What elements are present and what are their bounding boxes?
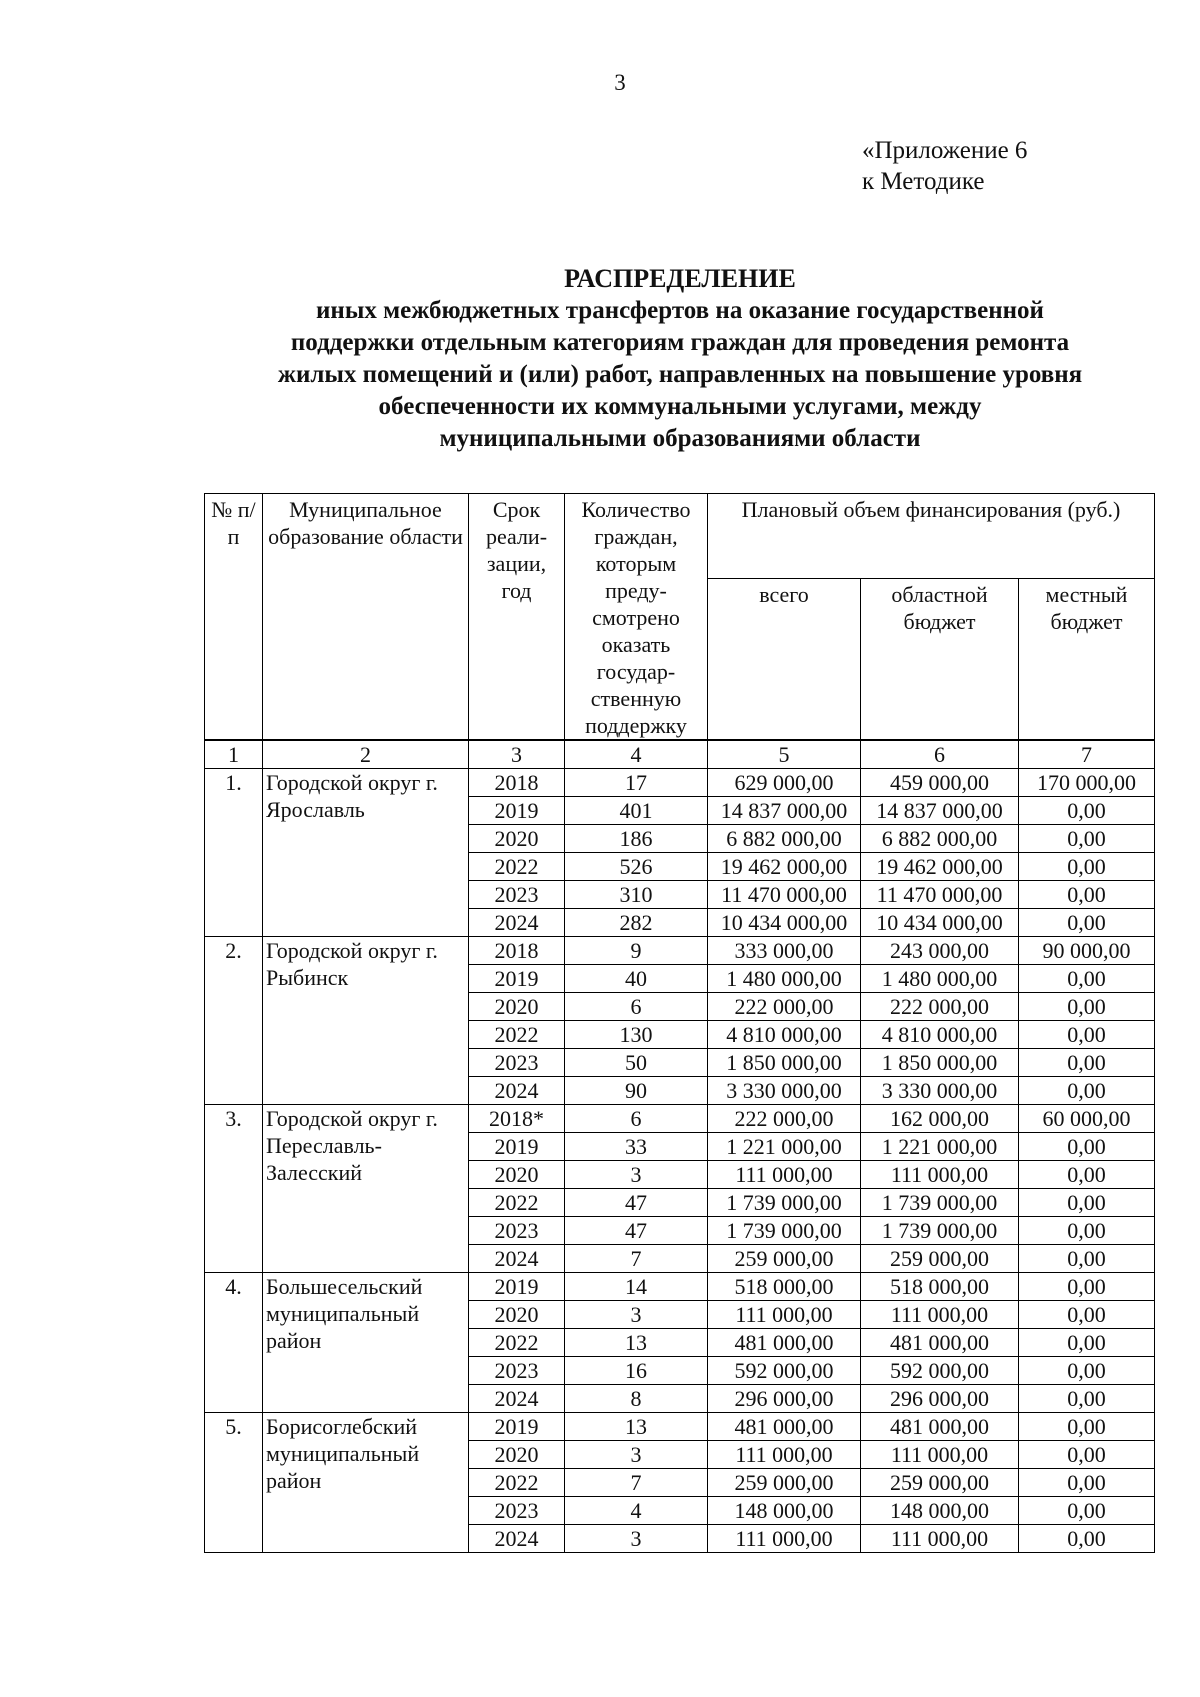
table-row: [205, 1413, 1155, 1441]
total-cell: 222 000,00: [708, 1105, 861, 1133]
regional-budget-cell: 259 000,00: [861, 1245, 1019, 1273]
header-total: всего: [708, 578, 861, 740]
total-cell: 11 470 000,00: [708, 881, 861, 909]
year-cell: 2023: [469, 1497, 565, 1525]
regional-budget-cell: 1 480 000,00: [861, 965, 1019, 993]
local-budget-cell: 0,00: [1019, 1273, 1155, 1301]
local-budget-cell: 0,00: [1019, 1077, 1155, 1105]
regional-budget-cell: 148 000,00: [861, 1497, 1019, 1525]
citizens-count-cell: 47: [565, 1189, 708, 1217]
year-cell: 2019: [469, 1133, 565, 1161]
title-line: муниципальными образованиями области: [439, 425, 921, 452]
header-regional: областной бюджет: [861, 578, 1019, 740]
citizens-count-cell: 7: [565, 1469, 708, 1497]
year-cell: 2019: [469, 1413, 565, 1441]
citizens-count-cell: 90: [565, 1077, 708, 1105]
local-budget-cell: 0,00: [1019, 1049, 1155, 1077]
citizens-count-cell: 16: [565, 1357, 708, 1385]
total-cell: 111 000,00: [708, 1441, 861, 1469]
year-cell: 2019: [469, 965, 565, 993]
title-line: иных межбюджетных трансфертов на оказание государственной: [316, 297, 1044, 324]
municipality-name: Городской округ г. Переславль-Залесский: [263, 1105, 469, 1273]
regional-budget-cell: 3 330 000,00: [861, 1077, 1019, 1105]
regional-budget-cell: 4 810 000,00: [861, 1021, 1019, 1049]
local-budget-cell: 0,00: [1019, 909, 1155, 937]
total-cell: 1 739 000,00: [708, 1217, 861, 1245]
appendix-line-1: «Приложение 6: [862, 137, 1028, 164]
total-cell: 4 810 000,00: [708, 1021, 861, 1049]
total-cell: 1 739 000,00: [708, 1189, 861, 1217]
regional-budget-cell: 111 000,00: [861, 1301, 1019, 1329]
table-row: [205, 1273, 1155, 1301]
column-number: 2: [263, 740, 469, 769]
regional-budget-cell: 459 000,00: [861, 769, 1019, 797]
year-cell: 2023: [469, 1357, 565, 1385]
regional-budget-cell: 592 000,00: [861, 1357, 1019, 1385]
local-budget-cell: 0,00: [1019, 1189, 1155, 1217]
total-cell: 296 000,00: [708, 1385, 861, 1413]
header-num: № п/п: [205, 494, 263, 741]
local-budget-cell: 0,00: [1019, 1217, 1155, 1245]
appendix-note: [862, 135, 1027, 197]
municipality-name: Городской округ г. Ярославль: [263, 769, 469, 937]
regional-budget-cell: 1 739 000,00: [861, 1217, 1019, 1245]
header-funding-group: Плановый объем финансирования (руб.): [708, 494, 1155, 579]
appendix-line-2: к Методике: [862, 168, 985, 195]
document-title: [200, 263, 1160, 455]
total-cell: 333 000,00: [708, 937, 861, 965]
column-number: 5: [708, 740, 861, 769]
row-number: 3.: [205, 1105, 263, 1273]
total-cell: 481 000,00: [708, 1413, 861, 1441]
citizens-count-cell: 310: [565, 881, 708, 909]
total-cell: 111 000,00: [708, 1161, 861, 1189]
citizens-count-cell: 17: [565, 769, 708, 797]
total-cell: 14 837 000,00: [708, 797, 861, 825]
total-cell: 19 462 000,00: [708, 853, 861, 881]
row-number: 2.: [205, 937, 263, 1105]
year-cell: 2018: [469, 937, 565, 965]
year-cell: 2023: [469, 1217, 565, 1245]
citizens-count-cell: 130: [565, 1021, 708, 1049]
total-cell: 222 000,00: [708, 993, 861, 1021]
regional-budget-cell: 6 882 000,00: [861, 825, 1019, 853]
regional-budget-cell: 1 739 000,00: [861, 1189, 1019, 1217]
local-budget-cell: 0,00: [1019, 1469, 1155, 1497]
year-cell: 2020: [469, 825, 565, 853]
total-cell: 111 000,00: [708, 1525, 861, 1553]
citizens-count-cell: 3: [565, 1525, 708, 1553]
local-budget-cell: 0,00: [1019, 1329, 1155, 1357]
header-citizens: Количество граждан, которым преду-смотрено оказать государ-ственную поддержку: [565, 494, 708, 741]
year-cell: 2022: [469, 1329, 565, 1357]
regional-budget-cell: 14 837 000,00: [861, 797, 1019, 825]
regional-budget-cell: 1 221 000,00: [861, 1133, 1019, 1161]
local-budget-cell: 0,00: [1019, 1161, 1155, 1189]
citizens-count-cell: 50: [565, 1049, 708, 1077]
distribution-table: [204, 493, 1155, 1553]
citizens-count-cell: 401: [565, 797, 708, 825]
regional-budget-cell: 111 000,00: [861, 1441, 1019, 1469]
total-cell: 3 330 000,00: [708, 1077, 861, 1105]
regional-budget-cell: 296 000,00: [861, 1385, 1019, 1413]
local-budget-cell: 0,00: [1019, 1385, 1155, 1413]
year-cell: 2024: [469, 1385, 565, 1413]
citizens-count-cell: 3: [565, 1441, 708, 1469]
citizens-count-cell: 186: [565, 825, 708, 853]
column-number: 4: [565, 740, 708, 769]
year-cell: 2020: [469, 1161, 565, 1189]
local-budget-cell: 170 000,00: [1019, 769, 1155, 797]
year-cell: 2023: [469, 881, 565, 909]
citizens-count-cell: 8: [565, 1385, 708, 1413]
total-cell: 481 000,00: [708, 1329, 861, 1357]
local-budget-cell: 0,00: [1019, 1413, 1155, 1441]
local-budget-cell: 0,00: [1019, 881, 1155, 909]
local-budget-cell: 0,00: [1019, 853, 1155, 881]
year-cell: 2023: [469, 1049, 565, 1077]
regional-budget-cell: 481 000,00: [861, 1329, 1019, 1357]
citizens-count-cell: 47: [565, 1217, 708, 1245]
year-cell: 2022: [469, 1189, 565, 1217]
regional-budget-cell: 11 470 000,00: [861, 881, 1019, 909]
local-budget-cell: 0,00: [1019, 1133, 1155, 1161]
year-cell: 2020: [469, 1441, 565, 1469]
citizens-count-cell: 13: [565, 1329, 708, 1357]
municipality-name: Борисоглебский муниципальный район: [263, 1413, 469, 1553]
citizens-count-cell: 33: [565, 1133, 708, 1161]
total-cell: 6 882 000,00: [708, 825, 861, 853]
total-cell: 518 000,00: [708, 1273, 861, 1301]
title-line: поддержки отдельным категориям граждан для проведения ремонта: [290, 329, 1070, 356]
year-cell: 2022: [469, 853, 565, 881]
regional-budget-cell: 243 000,00: [861, 937, 1019, 965]
row-number: 5.: [205, 1413, 263, 1553]
local-budget-cell: 0,00: [1019, 1021, 1155, 1049]
year-cell: 2019: [469, 1273, 565, 1301]
year-cell: 2024: [469, 1077, 565, 1105]
citizens-count-cell: 13: [565, 1413, 708, 1441]
regional-budget-cell: 162 000,00: [861, 1105, 1019, 1133]
year-cell: 2018*: [469, 1105, 565, 1133]
total-cell: 629 000,00: [708, 769, 861, 797]
page-number: 3: [614, 70, 626, 95]
municipality-name: Городской округ г. Рыбинск: [263, 937, 469, 1105]
row-number: 4.: [205, 1273, 263, 1413]
regional-budget-cell: 222 000,00: [861, 993, 1019, 1021]
year-cell: 2020: [469, 1301, 565, 1329]
regional-budget-cell: 10 434 000,00: [861, 909, 1019, 937]
citizens-count-cell: 3: [565, 1301, 708, 1329]
year-cell: 2019: [469, 797, 565, 825]
year-cell: 2024: [469, 1525, 565, 1553]
local-budget-cell: 0,00: [1019, 1357, 1155, 1385]
year-cell: 2024: [469, 909, 565, 937]
column-number: 6: [861, 740, 1019, 769]
title-main: РАСПРЕДЕЛЕНИЕ: [564, 264, 796, 293]
citizens-count-cell: 6: [565, 1105, 708, 1133]
regional-budget-cell: 259 000,00: [861, 1469, 1019, 1497]
total-cell: 1 850 000,00: [708, 1049, 861, 1077]
header-local: местный бюджет: [1019, 578, 1155, 740]
local-budget-cell: 0,00: [1019, 1441, 1155, 1469]
row-number: 1.: [205, 769, 263, 937]
local-budget-cell: 0,00: [1019, 797, 1155, 825]
municipality-name: Большесельский муниципальный район: [263, 1273, 469, 1413]
header-municipality: Муниципальное образование области: [263, 494, 469, 741]
column-number: 3: [469, 740, 565, 769]
regional-budget-cell: 1 850 000,00: [861, 1049, 1019, 1077]
regional-budget-cell: 19 462 000,00: [861, 853, 1019, 881]
column-number-row: [205, 740, 1155, 769]
title-line: жилых помещений и (или) работ, направленных на повышение уровня: [277, 361, 1083, 388]
column-number: 7: [1019, 740, 1155, 769]
total-cell: 1 480 000,00: [708, 965, 861, 993]
citizens-count-cell: 3: [565, 1161, 708, 1189]
year-cell: 2022: [469, 1469, 565, 1497]
regional-budget-cell: 481 000,00: [861, 1413, 1019, 1441]
citizens-count-cell: 4: [565, 1497, 708, 1525]
local-budget-cell: 0,00: [1019, 1525, 1155, 1553]
year-cell: 2024: [469, 1245, 565, 1273]
total-cell: 1 221 000,00: [708, 1133, 861, 1161]
citizens-count-cell: 6: [565, 993, 708, 1021]
citizens-count-cell: 40: [565, 965, 708, 993]
local-budget-cell: 0,00: [1019, 993, 1155, 1021]
local-budget-cell: 90 000,00: [1019, 937, 1155, 965]
citizens-count-cell: 282: [565, 909, 708, 937]
citizens-count-cell: 9: [565, 937, 708, 965]
local-budget-cell: 0,00: [1019, 1497, 1155, 1525]
citizens-count-cell: 14: [565, 1273, 708, 1301]
year-cell: 2018: [469, 769, 565, 797]
total-cell: 592 000,00: [708, 1357, 861, 1385]
local-budget-cell: 0,00: [1019, 1245, 1155, 1273]
regional-budget-cell: 111 000,00: [861, 1161, 1019, 1189]
local-budget-cell: 0,00: [1019, 1301, 1155, 1329]
table-body: [205, 740, 1155, 1553]
local-budget-cell: 0,00: [1019, 965, 1155, 993]
table-row: [205, 769, 1155, 797]
citizens-count-cell: 7: [565, 1245, 708, 1273]
local-budget-cell: 0,00: [1019, 825, 1155, 853]
year-cell: 2022: [469, 1021, 565, 1049]
table-row: [205, 1105, 1155, 1133]
total-cell: 259 000,00: [708, 1469, 861, 1497]
total-cell: 148 000,00: [708, 1497, 861, 1525]
title-line: обеспеченности их коммунальными услугами, между: [378, 393, 982, 420]
table-row: [205, 937, 1155, 965]
regional-budget-cell: 111 000,00: [861, 1525, 1019, 1553]
total-cell: 10 434 000,00: [708, 909, 861, 937]
header-term: Срок реали-зации, год: [469, 494, 565, 741]
column-number: 1: [205, 740, 263, 769]
local-budget-cell: 60 000,00: [1019, 1105, 1155, 1133]
citizens-count-cell: 526: [565, 853, 708, 881]
total-cell: 111 000,00: [708, 1301, 861, 1329]
year-cell: 2020: [469, 993, 565, 1021]
total-cell: 259 000,00: [708, 1245, 861, 1273]
regional-budget-cell: 518 000,00: [861, 1273, 1019, 1301]
